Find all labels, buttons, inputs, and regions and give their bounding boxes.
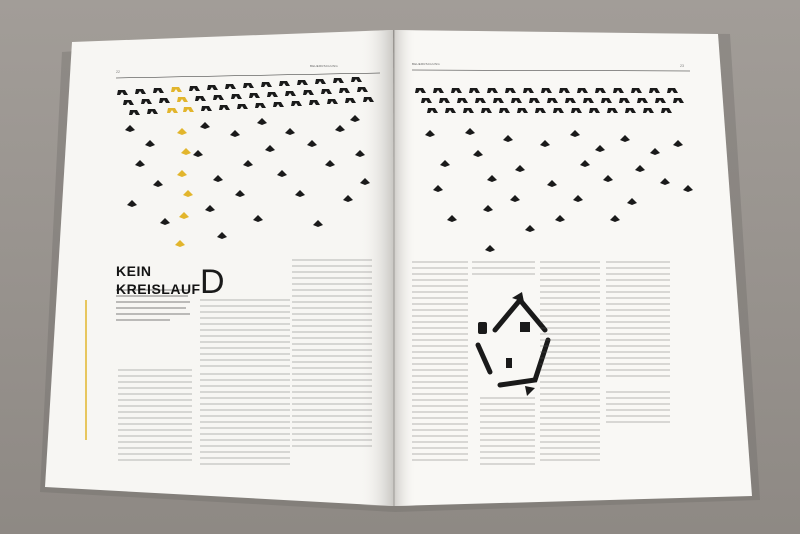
left-page-number: 22: [116, 70, 120, 74]
headline-line-1: KEIN: [116, 263, 152, 279]
right-page-number: 23: [680, 64, 684, 68]
left-running-head: BEHERRSCHUNG: [310, 64, 338, 68]
headline-line-2: KREISLAUF: [116, 281, 201, 297]
article-headline: [116, 262, 201, 298]
drop-cap: D: [200, 263, 225, 301]
right-running-head: BEHERRSCHUNG: [412, 62, 440, 66]
